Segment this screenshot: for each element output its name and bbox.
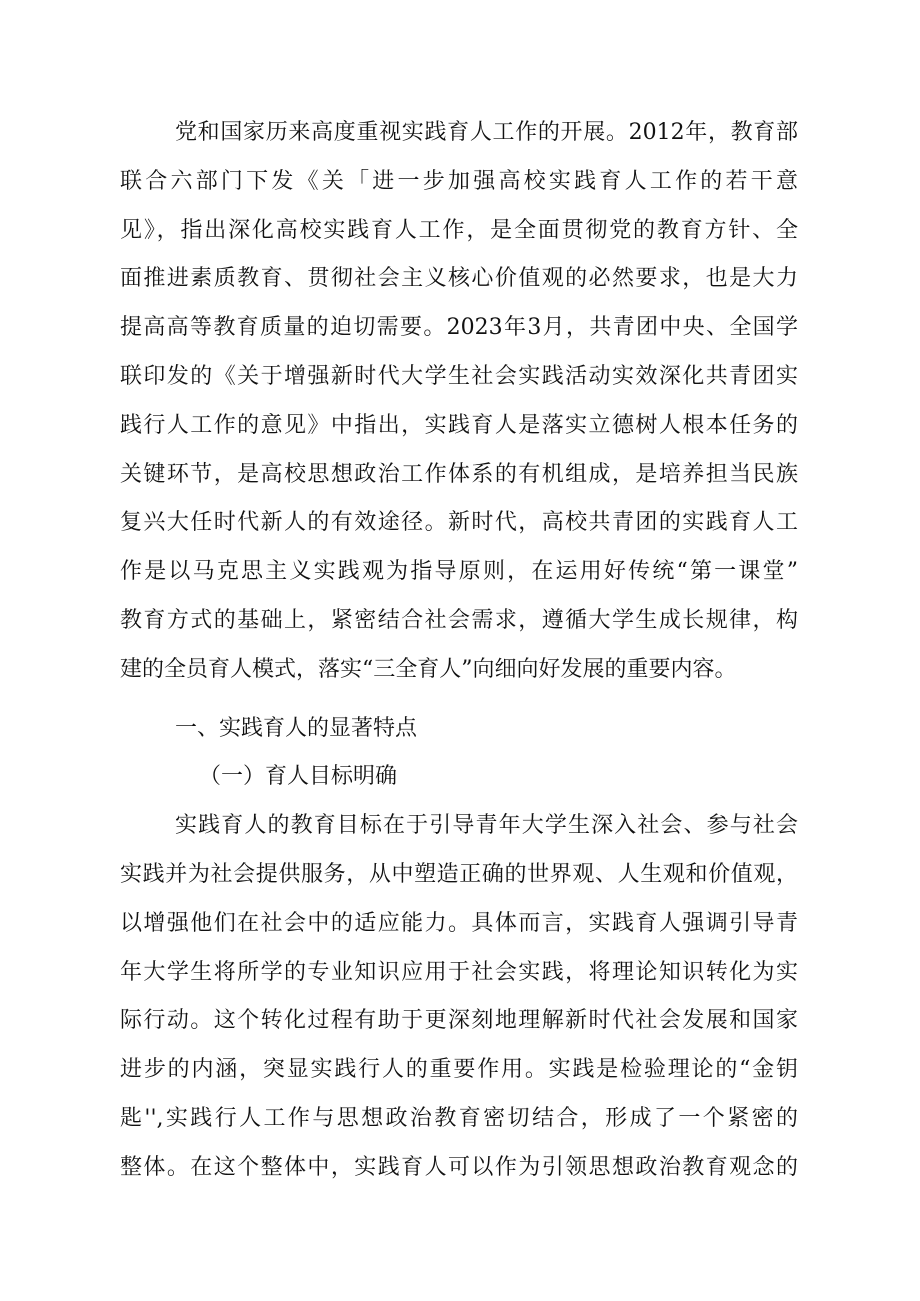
paragraph-line: 实践育人的教育目标在于引导青年大学生深入社会、参与社会 <box>175 813 798 839</box>
section-paragraph <box>120 802 798 1192</box>
section-heading: 一、实践育人的显著特点 <box>175 715 418 741</box>
subsection-heading: （一）育人目标明确 <box>199 764 398 790</box>
paragraph-line: 建的全员育人模式，落实“三全育人”向细向好发展的重要内容。 <box>120 656 737 682</box>
paragraph-line: 际行动。这个转化过程有助于更深刻地理解新时代社会发展和国家 <box>120 1008 798 1034</box>
paragraph-line: 提高高等教育质量的迫切需要。2023年3月，共青团中央、全国学 <box>120 315 798 341</box>
paragraph-line: 进步的内涵，突显实践行人的重要作用。实践是检验理论的“金钥 <box>120 1057 798 1083</box>
paragraph-line: 匙'',实践行人工作与思想政治教育密切结合，形成了一个紧密的 <box>120 1105 798 1131</box>
document-body <box>120 109 798 1193</box>
paragraph-line: 联印发的《关于增强新时代大学生社会实践活动实效深化共青团实 <box>120 363 798 389</box>
paragraph-line: 践行人工作的意见》中指出，实践育人是落实立德树人根本任务的 <box>120 412 798 438</box>
paragraph-line: 党和国家历来高度重视实践育人工作的开展。2012年，教育部 <box>175 120 798 145</box>
paragraph-line: 年大学生将所学的专业知识应用于社会实践，将理论知识转化为实 <box>120 959 798 985</box>
paragraph-line: 整体。在这个整体中，实践育人可以作为引领思想政治教育观念的 <box>120 1154 798 1180</box>
paragraph-line: 以增强他们在社会中的适应能力。具体而言，实践育人强调引导青 <box>120 910 798 936</box>
paragraph-line: 教育方式的基础上，紧密结合社会需求，遵循大学生成长规律，构 <box>120 607 798 633</box>
paragraph-line: 复兴大任时代新人的有效途径。新时代，高校共青团的实践育人工 <box>120 510 798 536</box>
paragraph-line: 面推进素质教育、贯彻社会主义核心价值观的必然要求，也是大力 <box>120 266 798 292</box>
paragraph-line: 见》，指出深化高校实践育人工作，是全面贯彻党的教育方针、全 <box>120 217 798 243</box>
paragraph-line: 联合六部门下发《关「进一步加强高校实践育人工作的若干意 <box>120 168 798 194</box>
paragraph-spacer <box>120 695 798 705</box>
paragraph-line: 作是以马克思主义实践观为指导原则，在运用好传统“第一课堂” <box>120 559 798 585</box>
paragraph-line: 关键环节，是高校思想政治工作体系的有机组成，是培养担当民族 <box>120 461 798 487</box>
intro-paragraph <box>120 109 798 695</box>
paragraph-line: 实践并为社会提供服务，从中塑造正确的世界观、人生观和价值观， <box>120 861 798 887</box>
